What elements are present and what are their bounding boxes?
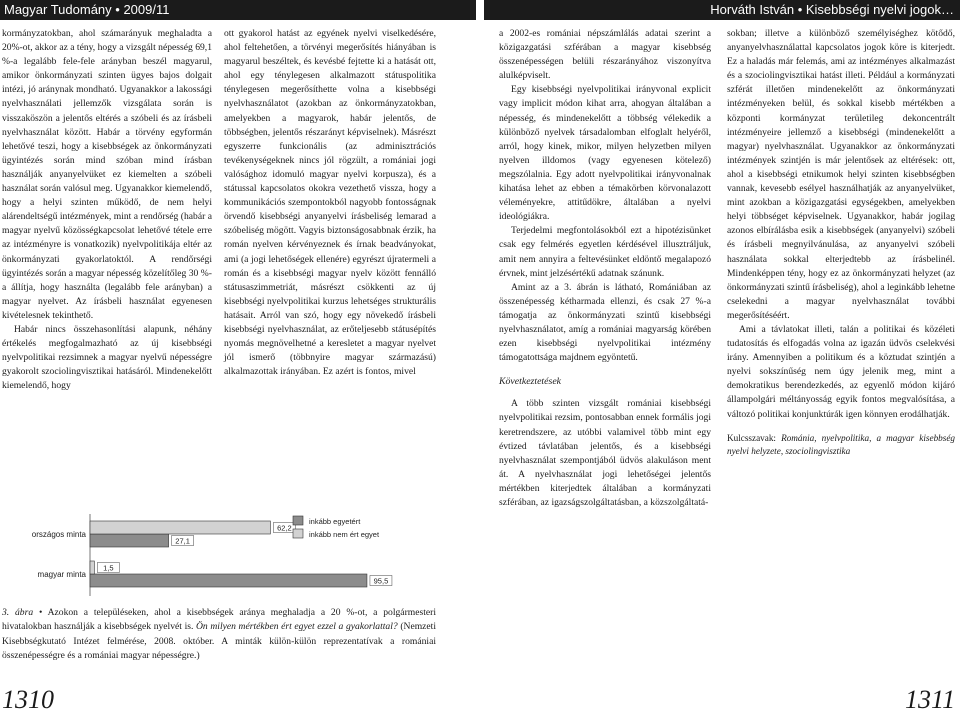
legend-label: inkább egyetért [309, 517, 361, 526]
bar-disagree [90, 561, 94, 574]
caption-question: Ön milyen mértékben ért egyet ezzel a gyakorlattal? [196, 621, 398, 633]
page-number-right: 1311 [905, 685, 956, 714]
legend-swatch [293, 516, 303, 525]
bar-agree [90, 534, 169, 547]
category-label: országos minta [31, 530, 86, 539]
paragraph: Habár nincs összehasonlítási alapunk, néhány értékelés megfogalmazható az új kisebbségi nyelvpolitikai rezsimnek a magyar nyelvű népességre gyakorolt szociolingvisztikai hatásáról. Mindenekelőtt kiemelendő, hogy [2, 323, 212, 392]
data-label: 27,1 [175, 536, 190, 546]
paragraph: Egy kisebbségi nyelvpolitikai irányvonal explicit vagy implicit módon kihat arra, ahogyan általában a népesség, és mindenekelőtt a többség vélekedik a különböző nyelvek társadalomban elfoglalt helyéről, arról, hogy kinek, mikor, milyen helyzetben milyen nyelven illdomos (vagy egyenesen kötelező) megszólalnia. Egy adott nyelvpolitikai irányvonalnak kihatása lehet az ebben a témakörben körvonalazott véleményekre, attitűdökre, általában a nyelvi ideológiákra. [499, 84, 711, 223]
paragraph: kormányzatokban, ahol számarányuk meghaladta a 20%-ot, akkor az a tény, hogy a vizsgált népesség 69,1 %-a legalább fele-fele arányban beszél magyarul, amikor önkormányzati szinten ügyes bajos dolgait intézi, jó aránynak mondható. Ugyanakkor a lakossági nyelvhasználati jellemzők vizsgálata során is visszaköszön a jelentős eltérés a szóbeli és az írásbeli nyelvhasználat között. Habár a törvény egyformán lehetővé teszi, hogy a kisebbségek az önkormányzati ügyintézés során mind szóban mind írásban használják anyanyelvüket ez kiemelten a szóbeli használat során valósul meg. Ugyanakkor kiemelendő, hogy a helyi szinten működő, de nem helyi alárendeltségű intézmények, mint a rendőrség (habár a magyar nyelvű közösségkapcsolat lehetővé tétele erre az intézményre is vonatkozik) nyelvpolitikája eltér az önkormányzati gyakorlatoktól. A rendőrségi ügyintézés során a magyar népesség közelítőleg 30 %-a állítja, hogy használta (legalább fele arányban) a magyar nyelvet. Az írásbeli használat egyenesen kivételesnek tekinthető. [2, 28, 212, 321]
data-label: 62,2 [277, 523, 292, 533]
paragraph: A több szinten vizsgált romániai kisebbségi nyelvpolitikai rezsim, pontosabban ennek formális jogi keretrendszere, az utóbbi valamivel több mint egy évtized távlatában jelentős, és a kisebbségi nyelvhasználat szempontjából üdvös alakuláson ment át. A nyelvhasználat jogi lehetőségei jelentős mértékben kiterjedtek általában a kormányzati szférában, az igazságszolgáltatásban, a közszolgáltatá- [499, 398, 711, 508]
paragraph: Amint az a 3. ábrán is látható, Romániában az összenépesség kétharmada ellenzi, és csak 27 %-a támogatja az önkormányzati szintű kisebbségi nyelvhasználatot, amíg a romániai magyarság körében ezen kisebbségi nyelvpolitikai intézmény támogatottsága majdnem egyöntetű. [499, 281, 711, 364]
bar-agree [90, 574, 367, 587]
legend-swatch [293, 529, 303, 538]
page-number-left: 1310 [2, 685, 54, 714]
bar-disagree [90, 521, 270, 534]
paragraph: Ami a távlatokat illeti, talán a politikai és közéleti tudatosítás és elfogadás volna az igazán üdvös cselekvési irány. Amennyiben a politikum és a köztudat szintjén a nyelvi sokszínűség nem úgy jelenik meg, mint a demokratikus berendezkedés, az egyenlő módon kijáró állampolgári méltányosság egyik fontos megvalósítása, a változó politikai konjunktúrák igen könnyen erodálhatják. [727, 323, 955, 420]
paragraph: a 2002-es romániai népszámlálás adatai szerint a közigazgatási szférában a magyar kisebbség összenépességen belüli részarányához viszonyítva alulképviselt. [499, 28, 711, 82]
text-column-1 [2, 27, 212, 393]
keywords-label: Kulcsszavak: [727, 432, 776, 443]
figure-ref: 3. ábra [2, 607, 34, 618]
text-column-4 [727, 27, 955, 458]
keywords [727, 432, 955, 458]
paragraph: ott gyakorol hatást az egyének nyelvi viselkedésére, ahol feltehetően, a törvényi megerősítés hiányában is magyarul beszéltek, és kevésbé fejtette ki a hatását ott, ahol egy ténylegesen alkalmazott státuspolitika ténylegesen megerősíthette volna a kisebbségi nyelvhasználatot (azokban az önkormányzatokban, amelyekben a magyarok, habár jelentős, de többségben, jelentős részarányt képviselnek). Másrészt egyszerre funkcionális (az adminisztrációs tevékenységeknek nincs jól rögzült, a romániai jogi valósághoz idomuló magyar nyelvi korpusza), és a státussal kapcsolatos okokra vezethető vissza, hogy a kommunikációs szempontokból nagyobb fontosságnak örvendő kisebbségi anyanyelvi írásbeliség lemarad a szóbeliség mögött. Vagyis biztonságosabbnak érzik, ha román nyelven kérvényeznek és írnak beadványokat, ami (a jogi lehetőségek ellenére) egyrészt újratermeli a román és a kisebbségi magyar nyelv között fennálló státusaszimmetriát, másrészt csökkenti az új kisebbségi nyelvpolitikai kurzus lehetséges strukturális hatásait. Arról van szó, hogy egy növekedő írásbeli kisebbségi nyelvhasználat, az erőteljesebb státusépítés nyomás megnövelhetné a keresletet a magyar nyelvet jól ismerő (többnyire magyar származású) alkalmazottak irányában. Ez azért is fontos, mivel [224, 28, 436, 378]
figure-caption [2, 606, 436, 663]
paragraph: sokban; illetve a különböző személyiséghez kötődő, anyanyelvhasználattal kapcsolatos jogok köre is kiterjedt. Ez a haladás már felemás, ami az intézményes alkalmazást és a szociolingvisztikai hatást illeti. Például a kormányzati szférát illetően mindenekelőtt az önkormányzati intézményeken belül, és sokkal kisebb mértékben a központi kormányzat területileg dekoncentrált intézményeire jellemző a kisebbségi (mindenekelőtt a magyar) nyelvhasználat. Ugyanakkor az önkormányzati intézmények szintjén is már jelentősek az eltérések: ott, ahol a kisebbségi etnikumok helyi szinten kisebbségben vannak, kevesebb esélyel használhatják az anyanyelvüket, mint azokban a közigazgatási egységekben, amelyekben helyi többséget képviselnek. Ugyanakkor, habár jogilag azonos elbírálásba esik a kisebbségek (anyanyelvi) szóbeli és írásbeli megnyilvánulása, az anyanyelvi szóbeli használata sokkal elterjedtebb az írásbelinél. Mindenképpen tény, hogy ez az önkormányzati helyzet (az önkormányzati szintű írásbeliség), ahol a leginkább lehetne cselekedni a magyar nyelvhasználat további megerősítéséért. [727, 28, 955, 321]
paragraph: Terjedelmi megfontolásokból ezt a hipotézisünket csak egy felmérés egyetlen kérdésével illusztráljuk, amit nem annyira a feltevésünket eldöntő megalapozó érvnek, mint jelzésértékű adatnak szánunk. [499, 225, 711, 279]
bar-chart [0, 512, 436, 598]
section-heading: Következtetések [499, 376, 562, 388]
data-label: 1,5 [103, 563, 114, 573]
running-header-right: Horváth István • Kisebbségi nyelvi jogok… [484, 0, 960, 20]
keywords-list: Románia, nyelvpolitika, a magyar kisebbség nyelvi helyzete, szociolingvisztika [727, 432, 956, 456]
caption-source: (Nemzeti Kisebbségkutató Intézet felmérése, 2008. október. A minták külön-külön reprezentatívak a romániai összenépességre és a romániai magyar népességre.) [2, 621, 437, 661]
text-column-3 [499, 27, 711, 510]
text-column-2 [224, 27, 436, 379]
data-label: 95,5 [373, 576, 389, 586]
legend-label: inkább nem ért egyet [309, 530, 380, 539]
running-header-left: Magyar Tudomány • 2009/11 [0, 0, 476, 20]
category-label: magyar minta [37, 570, 86, 579]
caption-text: • Azokon a településeken, ahol a kisebbségek aránya meghaladja a 20 %-ot, a polgármesteri hivatalokban használják a kisebbségek nyelvét is. [2, 607, 436, 633]
